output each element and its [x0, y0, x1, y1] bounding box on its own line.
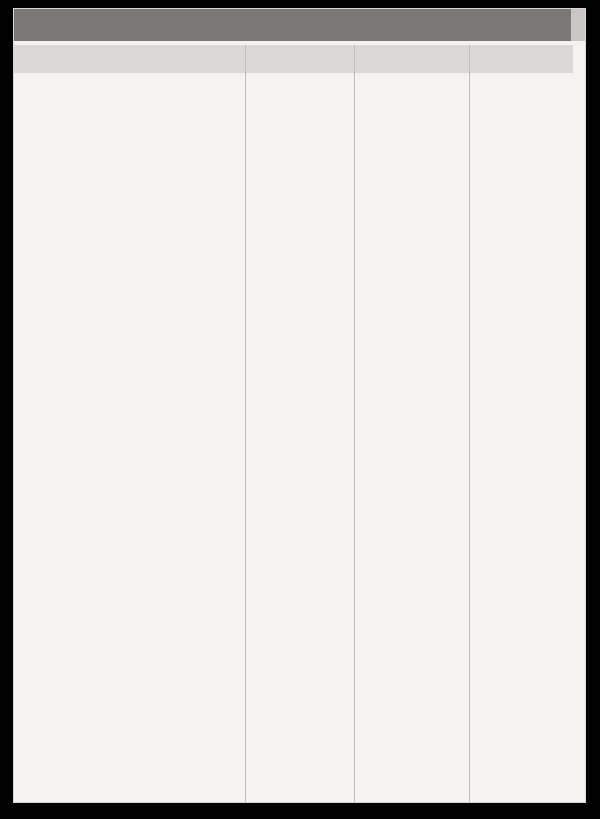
model-header-row [14, 45, 573, 73]
column-divider [354, 45, 355, 802]
column-divider [245, 45, 246, 802]
header-band [14, 9, 585, 41]
column-divider [469, 45, 470, 802]
spec-sheet [13, 8, 586, 803]
page-fold [571, 9, 585, 41]
